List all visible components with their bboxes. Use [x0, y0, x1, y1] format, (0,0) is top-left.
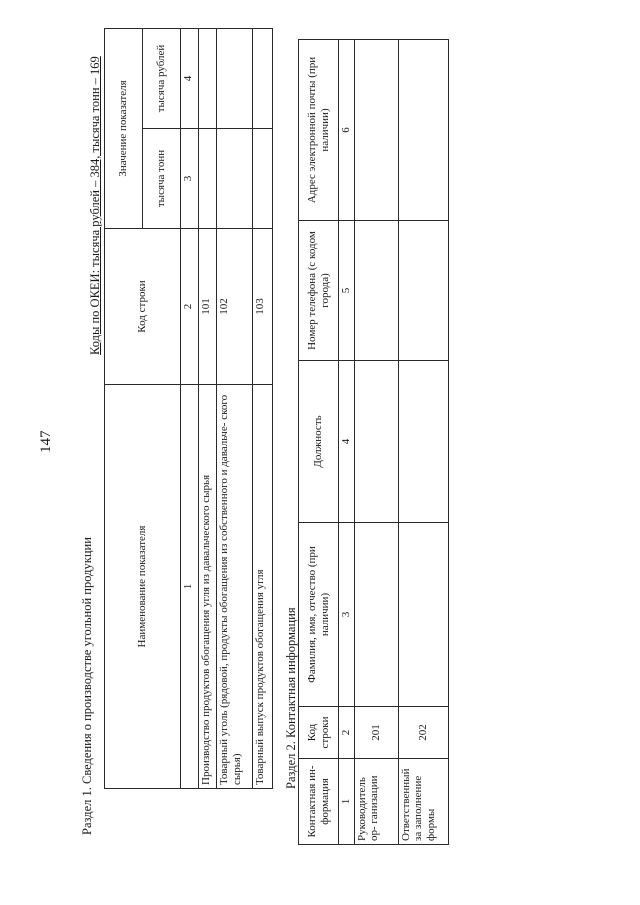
phone-cell[interactable]	[398, 221, 448, 361]
header-row-code: Код строки	[105, 229, 181, 385]
section1-title: Раздел 1. Сведения о производстве угольной продукции	[80, 537, 94, 835]
email-cell[interactable]	[354, 40, 398, 221]
okei-codes-note: Коды по ОКЕИ: тысяча рублей – 384, тысяча тонн – 169	[88, 56, 102, 355]
phone-cell[interactable]	[354, 221, 398, 361]
page-number: 147	[38, 430, 54, 453]
header-full-name: Фамилия, имя, отчество (при наличии)	[299, 523, 339, 707]
value-rubles[interactable]	[217, 28, 253, 128]
position-cell[interactable]	[398, 361, 448, 523]
header-contact-info: Контактная ин- формация	[299, 759, 339, 845]
full-name-cell[interactable]	[398, 523, 448, 707]
column-number: 2	[339, 707, 355, 759]
column-number: 1	[181, 385, 199, 789]
table-row	[354, 40, 398, 845]
value-tons[interactable]	[199, 129, 217, 229]
full-name-cell[interactable]	[354, 523, 398, 707]
value-tons[interactable]	[217, 129, 253, 229]
indicator-name: Производство продуктов обогащения угля из давальческого сырья	[199, 385, 217, 789]
contact-role: Ответственный за заполнение формы	[398, 759, 448, 845]
row-code: 201	[354, 707, 398, 759]
header-phone: Номер телефона (с кодом города)	[299, 221, 339, 361]
column-number: 4	[339, 361, 355, 523]
row-code: 103	[253, 229, 273, 385]
table-row	[398, 40, 448, 845]
header-email: Адрес электронной почты (при наличии)	[299, 40, 339, 221]
header-position: Должность	[299, 361, 339, 523]
email-cell[interactable]	[398, 40, 448, 221]
column-number: 1	[339, 759, 355, 845]
header-thousand-tons: тысяча тонн	[143, 129, 181, 229]
contact-info-table	[298, 39, 449, 845]
production-table	[104, 28, 273, 789]
section2-title: Раздел 2. Контактная информация	[284, 607, 298, 789]
indicator-name: Товарный выпуск продуктов обогащения угля	[253, 385, 273, 789]
value-tons[interactable]	[253, 129, 273, 229]
value-rubles[interactable]	[253, 28, 273, 128]
contact-role: Руководитель ор- ганизации	[354, 759, 398, 845]
table-row	[199, 28, 217, 788]
column-number: 4	[181, 28, 199, 128]
column-number: 6	[339, 40, 355, 221]
row-code: 102	[217, 229, 253, 385]
indicator-name: Товарный уголь (рядовой, продукты обогащения из собственного и давальче- ского сырья)	[217, 385, 253, 789]
header-indicator-name: Наименование показателя	[105, 385, 181, 789]
row-code: 202	[398, 707, 448, 759]
column-number: 5	[339, 221, 355, 361]
column-number: 2	[181, 229, 199, 385]
table-row	[217, 28, 253, 788]
header-row-code: Код строки	[299, 707, 339, 759]
position-cell[interactable]	[354, 361, 398, 523]
column-number: 3	[339, 523, 355, 707]
header-thousand-rubles: тысяча рублей	[143, 28, 181, 128]
value-rubles[interactable]	[199, 28, 217, 128]
row-code: 101	[199, 229, 217, 385]
column-number: 3	[181, 129, 199, 229]
table-row	[253, 28, 273, 788]
header-indicator-value: Значение показателя	[105, 28, 143, 228]
